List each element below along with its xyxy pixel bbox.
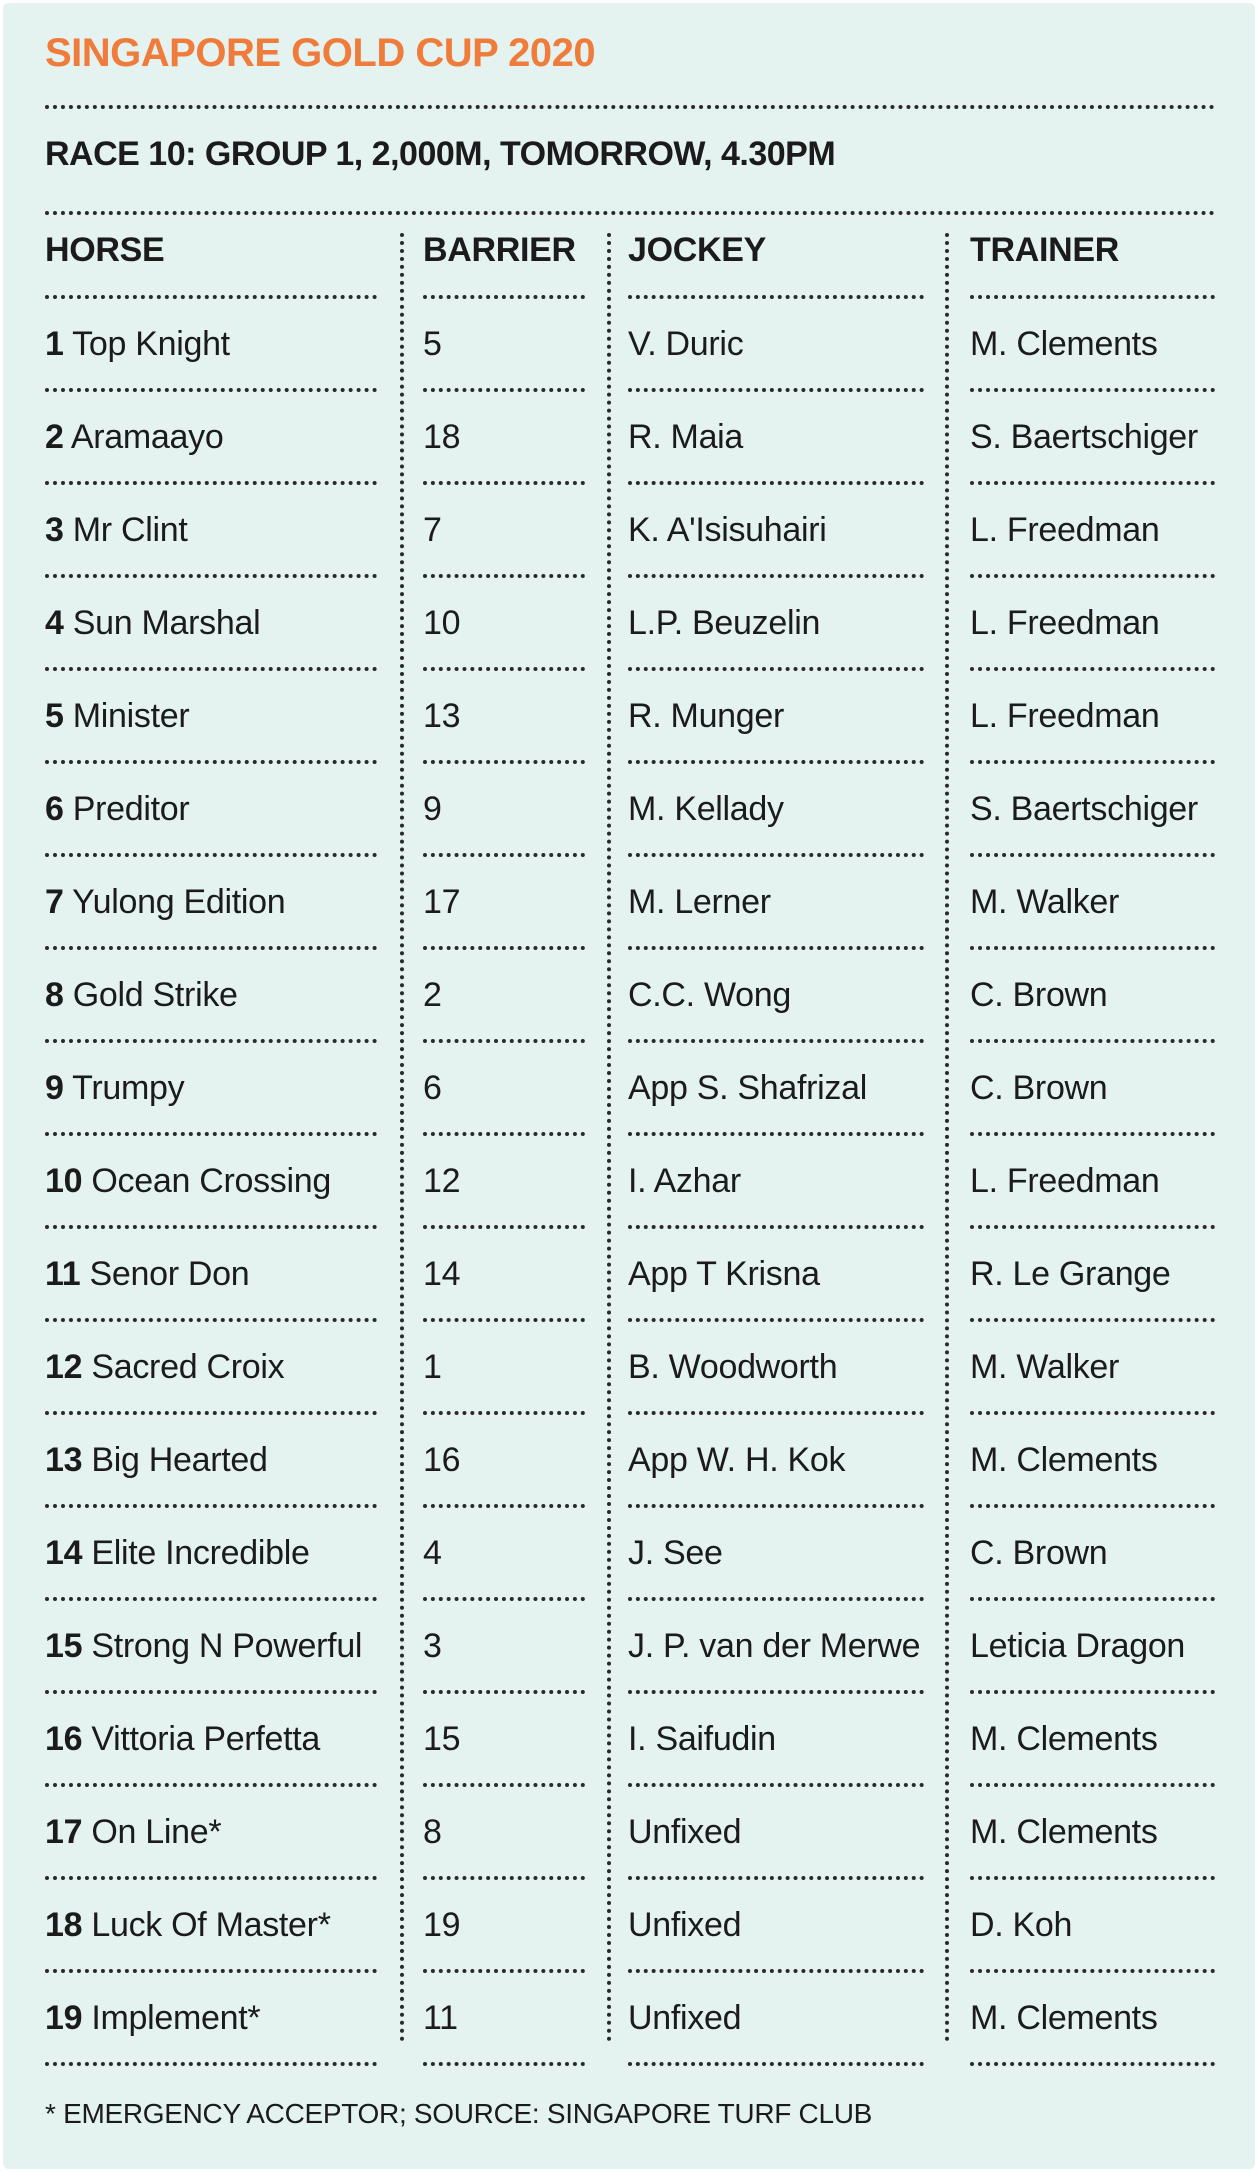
jockey-cell [628, 392, 924, 485]
barrier-cell [423, 1973, 585, 2066]
trainer-value: L. Freedman [970, 604, 1160, 642]
horse-cell [45, 1601, 377, 1694]
horse-header-label: HORSE [45, 231, 165, 269]
barrier-value: 13 [423, 697, 461, 735]
trainer-value: C. Brown [970, 1534, 1108, 1572]
horse-entry [45, 1255, 249, 1294]
horse-entry [45, 1906, 331, 1945]
column-divider [607, 233, 611, 2043]
barrier-value: 2 [423, 976, 442, 1014]
horse-header [45, 215, 377, 299]
trainer-cell [970, 764, 1215, 857]
barrier-cell [423, 299, 585, 392]
jockey-cell [628, 1601, 924, 1694]
horse-cell [45, 1973, 377, 2066]
trainer-cell [970, 1415, 1215, 1508]
horse-cell [45, 1043, 377, 1136]
jockey-value: Unfixed [628, 1999, 742, 2037]
barrier-value: 7 [423, 511, 442, 549]
jockey-value: K. A'Isisuhairi [628, 511, 827, 549]
race-card [3, 3, 1255, 2169]
horse-name: Trumpy [72, 1069, 185, 1107]
barrier-column [423, 215, 585, 2066]
jockey-value: Unfixed [628, 1813, 742, 1851]
horse-cell [45, 857, 377, 950]
barrier-cell [423, 1322, 585, 1415]
trainer-cell [970, 1694, 1215, 1787]
trainer-value: L. Freedman [970, 697, 1160, 735]
jockey-value: App T Krisna [628, 1255, 820, 1293]
jockey-header [628, 215, 924, 299]
barrier-value: 14 [423, 1255, 461, 1293]
trainer-value: M. Clements [970, 325, 1158, 363]
horse-entry [45, 1720, 320, 1759]
horse-cell [45, 299, 377, 392]
jockey-cell [628, 1787, 924, 1880]
jockey-cell [628, 950, 924, 1043]
horse-entry [45, 1999, 260, 2038]
barrier-cell [423, 1601, 585, 1694]
horse-entry [45, 1348, 284, 1387]
barrier-cell [423, 857, 585, 950]
barrier-value: 17 [423, 883, 461, 921]
horse-cell [45, 1508, 377, 1601]
jockey-value: L.P. Beuzelin [628, 604, 821, 642]
jockey-value: I. Saifudin [628, 1720, 776, 1758]
horse-number: 9 [45, 1069, 64, 1107]
trainer-header-label: TRAINER [970, 231, 1120, 269]
barrier-header [423, 215, 585, 299]
trainer-value: C. Brown [970, 976, 1108, 1014]
trainer-value: M. Clements [970, 1999, 1158, 2037]
trainer-value: M. Clements [970, 1441, 1158, 1479]
jockey-cell [628, 671, 924, 764]
barrier-value: 3 [423, 1627, 442, 1665]
trainer-value: L. Freedman [970, 1162, 1160, 1200]
horse-number: 13 [45, 1441, 83, 1479]
horse-name: Yulong Edition [72, 883, 286, 921]
horse-cell [45, 764, 377, 857]
trainer-cell [970, 1880, 1215, 1973]
barrier-value: 9 [423, 790, 442, 828]
horse-name: Gold Strike [72, 976, 238, 1014]
horse-cell [45, 1229, 377, 1322]
jockey-value: R. Munger [628, 697, 785, 735]
horse-number: 19 [45, 1999, 83, 2037]
trainer-value: S. Baertschiger [970, 790, 1198, 828]
trainer-value: L. Freedman [970, 511, 1160, 549]
horse-name: Luck Of Master* [91, 1906, 331, 1944]
barrier-value: 12 [423, 1162, 461, 1200]
jockey-value: J. P. van der Merwe [628, 1627, 921, 1665]
trainer-cell [970, 1973, 1215, 2066]
trainer-value: R. Le Grange [970, 1255, 1171, 1293]
jockey-cell [628, 299, 924, 392]
horse-entry [45, 883, 285, 922]
trainer-cell [970, 857, 1215, 950]
horse-name: Minister [72, 697, 190, 735]
horse-entry [45, 604, 260, 643]
barrier-value: 6 [423, 1069, 442, 1107]
horse-cell [45, 1322, 377, 1415]
barrier-value: 16 [423, 1441, 461, 1479]
barrier-cell [423, 1694, 585, 1787]
horse-cell [45, 1880, 377, 1973]
horse-name: Top Knight [72, 325, 230, 363]
trainer-value: Leticia Dragon [970, 1627, 1186, 1665]
barrier-value: 11 [423, 1999, 458, 2037]
horse-cell [45, 1694, 377, 1787]
horse-column [45, 215, 377, 2066]
trainer-cell [970, 1322, 1215, 1415]
horse-entry [45, 418, 223, 457]
horse-name: Elite Incredible [91, 1534, 310, 1572]
footnote: * EMERGENCY ACCEPTOR; SOURCE: SINGAPORE TURF CLUB [45, 2098, 873, 2129]
barrier-value: 18 [423, 418, 461, 456]
trainer-value: M. Clements [970, 1813, 1158, 1851]
jockey-cell [628, 1508, 924, 1601]
jockey-header-label: JOCKEY [628, 231, 767, 269]
jockey-value: C.C. Wong [628, 976, 791, 1014]
horse-cell [45, 671, 377, 764]
horse-number: 8 [45, 976, 64, 1014]
trainer-value: D. Koh [970, 1906, 1073, 1944]
barrier-cell [423, 1136, 585, 1229]
horse-name: Big Hearted [91, 1441, 268, 1479]
jockey-value: R. Maia [628, 418, 744, 456]
horse-cell [45, 578, 377, 671]
horse-number: 16 [45, 1720, 83, 1758]
horse-number: 18 [45, 1906, 83, 1944]
trainer-value: M. Walker [970, 1348, 1120, 1386]
horse-entry [45, 976, 238, 1015]
jockey-cell [628, 1415, 924, 1508]
horse-entry [45, 697, 189, 736]
jockey-cell [628, 764, 924, 857]
trainer-cell [970, 671, 1215, 764]
horse-name: Preditor [72, 790, 190, 828]
horse-number: 7 [45, 883, 64, 921]
horse-name: Sacred Croix [91, 1348, 285, 1386]
jockey-cell [628, 578, 924, 671]
barrier-value: 1 [423, 1348, 442, 1386]
divider [45, 105, 1215, 109]
jockey-column [628, 215, 924, 2066]
barrier-cell [423, 1787, 585, 1880]
jockey-cell [628, 485, 924, 578]
horse-entry [45, 1813, 221, 1852]
horse-number: 15 [45, 1627, 83, 1665]
jockey-value: App W. H. Kok [628, 1441, 846, 1479]
horse-number: 4 [45, 604, 64, 642]
horse-number: 3 [45, 511, 64, 549]
jockey-cell [628, 1136, 924, 1229]
barrier-value: 10 [423, 604, 461, 642]
barrier-cell [423, 764, 585, 857]
horse-cell [45, 1787, 377, 1880]
barrier-cell [423, 392, 585, 485]
horse-number: 5 [45, 697, 64, 735]
column-divider [400, 233, 404, 2043]
horse-entry [45, 1441, 268, 1480]
horse-cell [45, 485, 377, 578]
horse-name: Strong N Powerful [91, 1627, 363, 1665]
trainer-value: C. Brown [970, 1069, 1108, 1107]
horse-name: Mr Clint [72, 511, 188, 549]
jockey-cell [628, 857, 924, 950]
horse-number: 6 [45, 790, 64, 828]
trainer-cell [970, 1601, 1215, 1694]
trainer-cell [970, 1787, 1215, 1880]
horse-entry [45, 511, 187, 550]
barrier-cell [423, 578, 585, 671]
barrier-cell [423, 1043, 585, 1136]
jockey-value: J. See [628, 1534, 723, 1572]
jockey-value: I. Azhar [628, 1162, 741, 1200]
horse-entry [45, 325, 230, 364]
horse-number: 10 [45, 1162, 83, 1200]
trainer-cell [970, 485, 1215, 578]
jockey-cell [628, 1322, 924, 1415]
barrier-cell [423, 1508, 585, 1601]
trainer-header [970, 215, 1215, 299]
horse-number: 17 [45, 1813, 83, 1851]
trainer-value: M. Clements [970, 1720, 1158, 1758]
barrier-cell [423, 485, 585, 578]
race-subtitle: RACE 10: GROUP 1, 2,000M, TOMORROW, 4.30PM [45, 135, 836, 173]
horse-name: Aramaayo [70, 418, 224, 456]
horse-number: 1 [45, 325, 64, 363]
horse-name: Sun Marshal [72, 604, 261, 642]
trainer-cell [970, 1043, 1215, 1136]
horse-cell [45, 1415, 377, 1508]
horse-number: 14 [45, 1534, 83, 1572]
horse-name: Ocean Crossing [91, 1162, 331, 1200]
horse-number: 12 [45, 1348, 83, 1386]
barrier-cell [423, 1415, 585, 1508]
jockey-cell [628, 1229, 924, 1322]
trainer-cell [970, 392, 1215, 485]
jockey-value: V. Duric [628, 325, 744, 363]
jockey-cell [628, 1694, 924, 1787]
horse-cell [45, 392, 377, 485]
trainer-column [970, 215, 1215, 2066]
barrier-value: 8 [423, 1813, 442, 1851]
jockey-value: App S. Shafrizal [628, 1069, 867, 1107]
trainer-cell [970, 1136, 1215, 1229]
trainer-cell [970, 299, 1215, 392]
horse-number: 11 [45, 1255, 81, 1293]
horse-entry [45, 1627, 362, 1666]
trainer-cell [970, 950, 1215, 1043]
horse-cell [45, 1136, 377, 1229]
jockey-cell [628, 1880, 924, 1973]
horse-number: 2 [45, 418, 64, 456]
barrier-cell [423, 671, 585, 764]
barrier-header-label: BARRIER [423, 231, 576, 269]
barrier-value: 19 [423, 1906, 461, 1944]
barrier-cell [423, 1880, 585, 1973]
jockey-value: B. Woodworth [628, 1348, 838, 1386]
barrier-value: 15 [423, 1720, 461, 1758]
trainer-cell [970, 1508, 1215, 1601]
horse-entry [45, 1162, 331, 1201]
horse-name: Implement* [91, 1999, 261, 2037]
jockey-value: Unfixed [628, 1906, 742, 1944]
barrier-value: 4 [423, 1534, 442, 1572]
barrier-cell [423, 950, 585, 1043]
trainer-value: M. Walker [970, 883, 1120, 921]
trainer-cell [970, 1229, 1215, 1322]
horse-cell [45, 950, 377, 1043]
barrier-cell [423, 1229, 585, 1322]
trainer-cell [970, 578, 1215, 671]
barrier-value: 5 [423, 325, 442, 363]
horse-entry [45, 1534, 310, 1573]
jockey-value: M. Kellady [628, 790, 784, 828]
jockey-value: M. Lerner [628, 883, 771, 921]
jockey-cell [628, 1973, 924, 2066]
horse-name: Senor Don [89, 1255, 250, 1293]
page-title: SINGAPORE GOLD CUP 2020 [45, 31, 596, 75]
horse-name: On Line* [91, 1813, 222, 1851]
horse-name: Vittoria Perfetta [91, 1720, 320, 1758]
column-divider [945, 233, 949, 2043]
jockey-cell [628, 1043, 924, 1136]
horse-entry [45, 790, 189, 829]
trainer-value: S. Baertschiger [970, 418, 1198, 456]
horse-entry [45, 1069, 184, 1108]
